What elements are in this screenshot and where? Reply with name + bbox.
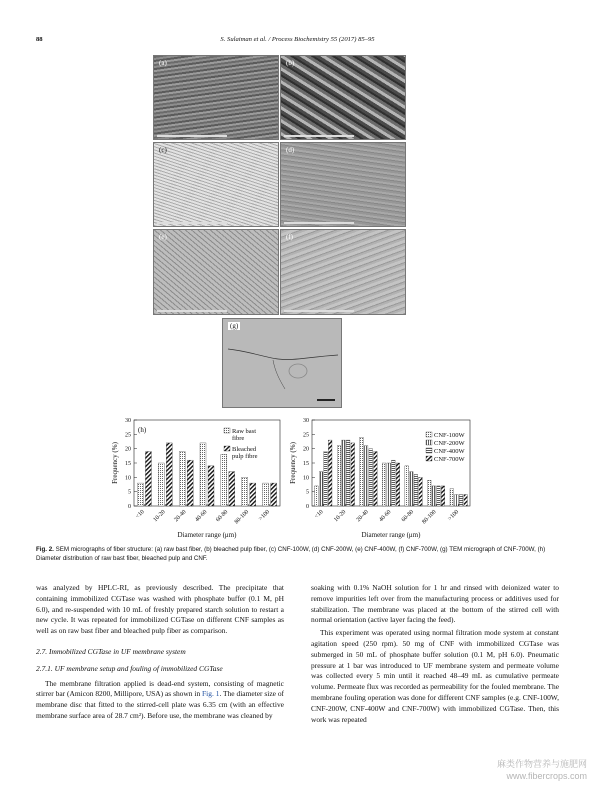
x-tick-label: 10-20	[333, 509, 348, 524]
x-tick-label: 60-80	[400, 509, 415, 524]
y-tick-label: 30	[303, 418, 309, 424]
left-paragraph-2	[36, 679, 284, 722]
bar	[221, 454, 227, 506]
legend-label: Raw bast	[232, 428, 257, 435]
bar	[179, 452, 185, 506]
x-tick-label: 10-20	[152, 509, 167, 524]
bar	[145, 452, 151, 506]
bar	[419, 477, 423, 506]
panel-label: (a)	[159, 59, 167, 67]
legend-swatch	[426, 456, 432, 461]
bar	[405, 466, 409, 506]
chart-panel-label: (h)	[138, 426, 147, 434]
watermark-line-2: www.fibercrops.com	[506, 771, 587, 781]
legend-label: CNF-200W	[434, 440, 465, 447]
figure-caption	[36, 545, 559, 563]
bar	[364, 446, 368, 506]
figure-caption-text: SEM micrographs of fiber structure: (a) raw bast fiber, (b) bleached pulp fiber, (c) CNF-100W, (d) CNF-200W, (e) CNF-400W, (f) CNF-700W, (g) TEM micrograph of CNF-700W, (h) Diameter distribution of raw bast fiber, bleached pulp and CNF.	[36, 546, 546, 562]
bar	[342, 440, 346, 506]
legend-label: fibre	[232, 435, 245, 442]
bar	[158, 463, 164, 506]
x-tick-label: >100	[447, 509, 461, 523]
legend-label: Bleached	[232, 446, 257, 453]
bar	[464, 495, 468, 506]
x-tick-label: <10	[134, 509, 146, 521]
section-heading: 2.7. Immobilized CGTase in UF membrane system	[36, 646, 186, 656]
bar	[360, 437, 364, 506]
bar	[137, 483, 143, 506]
y-tick-label: 25	[125, 432, 131, 439]
x-tick-label: 40-60	[378, 509, 393, 524]
x-tick-label: 20-40	[173, 509, 188, 524]
y-tick-label: 0	[128, 504, 131, 510]
journal-citation: S. Sulaiman et al. / Process Biochemistry 55 (2017) 85–95	[220, 36, 375, 43]
bar	[315, 486, 319, 506]
x-tick-label: 20-40	[355, 509, 370, 524]
bar	[208, 466, 214, 506]
legend-label: CNF-700W	[434, 456, 465, 463]
x-tick-label: 80-100	[233, 509, 251, 526]
y-tick-label: 15	[303, 461, 309, 467]
x-tick-label: 60-80	[215, 509, 230, 524]
bar	[200, 443, 206, 506]
left-paragraph-2-part-a: The membrane filtration applied is dead-end system, consisting of magnetic stirrer bar (Amicon 8200, Millipore, USA) as shown in	[36, 678, 284, 699]
y-tick-label: 10	[125, 475, 131, 482]
x-tick-label: 40-60	[194, 509, 209, 524]
bar	[427, 480, 431, 506]
y-axis-label: Frequency (%)	[289, 442, 297, 484]
subsection-heading: 2.7.1. UF membrane setup and fouling of immobilized CGTase	[36, 663, 223, 673]
panel-label: (b)	[286, 59, 295, 67]
bar	[369, 449, 373, 506]
bar	[337, 446, 341, 506]
diameter-chart-left	[108, 414, 288, 544]
sem-panel-e	[153, 229, 279, 315]
chart-right-svg	[286, 414, 478, 544]
bar	[414, 474, 418, 506]
legend-swatch	[426, 432, 432, 437]
x-axis-label: Diameter range (μm)	[177, 531, 237, 539]
bar	[242, 477, 248, 506]
tem-panel-g	[222, 318, 342, 408]
y-axis-label: Frequency (%)	[111, 442, 119, 484]
sem-panel-c	[153, 142, 279, 227]
bar	[229, 472, 235, 506]
left-paragraph-1: was analyzed by HPLC-RI, as previously described. The precipitate that containing immobilized CGTase was washed with phosphate buffer (0.1 M, pH 6.0), and re-suspended with 10 mL of freshly prepared starch solution to restart a new cycle. It was repeated for immobilized CGTase on different CNF samples as well as on raw bast fiber and bleached pulp fiber as comparison.	[36, 583, 284, 636]
panel-label: (d)	[286, 146, 295, 154]
bar	[432, 486, 436, 506]
bar	[459, 495, 463, 506]
legend-swatch	[426, 440, 432, 445]
y-tick-label: 25	[303, 432, 309, 439]
bar	[351, 443, 355, 506]
fig-1-link[interactable]: Fig. 1	[202, 689, 220, 699]
legend-label: CNF-100W	[434, 432, 465, 439]
watermark	[497, 758, 587, 782]
bar	[382, 463, 386, 506]
sem-panel-b	[280, 55, 406, 140]
bar	[437, 486, 441, 506]
sem-panel-d	[280, 142, 406, 227]
bar	[455, 495, 459, 506]
right-column	[311, 583, 559, 725]
legend-swatch	[426, 448, 432, 453]
bar	[271, 483, 277, 506]
bar	[392, 460, 396, 506]
panel-label: (e)	[159, 233, 167, 241]
panel-label: (f)	[286, 233, 293, 241]
sem-panel-a	[153, 55, 279, 140]
diameter-chart-right	[286, 414, 478, 544]
bar	[450, 489, 454, 506]
chart-left-svg	[108, 414, 288, 544]
legend-label: pulp fibre	[232, 453, 258, 460]
bar	[396, 463, 400, 506]
y-tick-label: 30	[125, 418, 131, 424]
bar	[319, 472, 323, 506]
figure-caption-label: Fig. 2.	[36, 546, 54, 553]
panel-label: (g)	[230, 322, 239, 330]
x-tick-label: 80-100	[421, 509, 438, 526]
bar	[441, 486, 445, 506]
plot-frame	[134, 420, 280, 506]
right-paragraph-2: This experiment was operated using normal filtration mode system at constant agitation speed (250 rpm). 50 mg of CNF with immobilized CGTase was submerged in 50 mL of phosphate buffer solution (0.1 M, pH 6.0). Pneumatic pressure at 1 bar was introduced to UF membrane system and permeate volume was collected every 5 min until it reached 48–49 mL as cumulative permeate volume. Permeate flux was recorded as permeability for the fouled membrane. The membrane fouling operation was done for different CNF samples (e.g. CNF-100W, CNF-200W, CNF-400W and CNF-700W) with immobilized CGTase. Then, this work was repeated	[311, 628, 559, 724]
y-tick-label: 5	[128, 489, 131, 496]
bar	[346, 440, 350, 506]
bar	[250, 483, 256, 506]
bar	[328, 440, 332, 506]
x-tick-label: <10	[313, 509, 325, 521]
bar	[387, 463, 391, 506]
bar	[187, 460, 193, 506]
bar	[324, 452, 328, 506]
legend-label: CNF-400W	[434, 448, 465, 455]
page-number: 88	[36, 36, 43, 43]
legend-swatch	[224, 428, 230, 433]
y-tick-label: 10	[303, 475, 309, 482]
watermark-line-1: 麻类作物营养与施肥网	[496, 759, 587, 769]
y-tick-label: 20	[125, 446, 131, 453]
panel-label: (c)	[159, 146, 167, 154]
bar	[374, 452, 378, 506]
bar	[166, 443, 172, 506]
left-paragraph-2-part-b: . The diameter size of membrane disc that fitted to the stirred-cell plate was 6.35 cm (with an effective membrane surface area of 28.7 cm²). Before use, the membrane was cleaned by	[36, 689, 285, 720]
x-axis-label: Diameter range (μm)	[361, 531, 421, 539]
bar	[409, 472, 413, 506]
y-tick-label: 0	[306, 504, 309, 510]
y-tick-label: 20	[303, 446, 309, 453]
right-paragraph-1: soaking with 0.1% NaOH solution for 1 hr and rinsed with deionized water to remove impurities left over from the manufacturing process or additives used for stabilization. The membrane was placed at the bottom of the stirred cell with normal orientation (active layer facing the feed).	[311, 583, 559, 625]
y-tick-label: 15	[125, 461, 131, 467]
x-tick-label: >100	[257, 509, 271, 523]
tem-fiber-drawing	[223, 319, 341, 407]
bar	[263, 483, 269, 506]
sem-panel-f	[280, 229, 406, 315]
legend-swatch	[224, 446, 230, 451]
y-tick-label: 5	[306, 489, 309, 496]
left-column	[36, 583, 284, 722]
